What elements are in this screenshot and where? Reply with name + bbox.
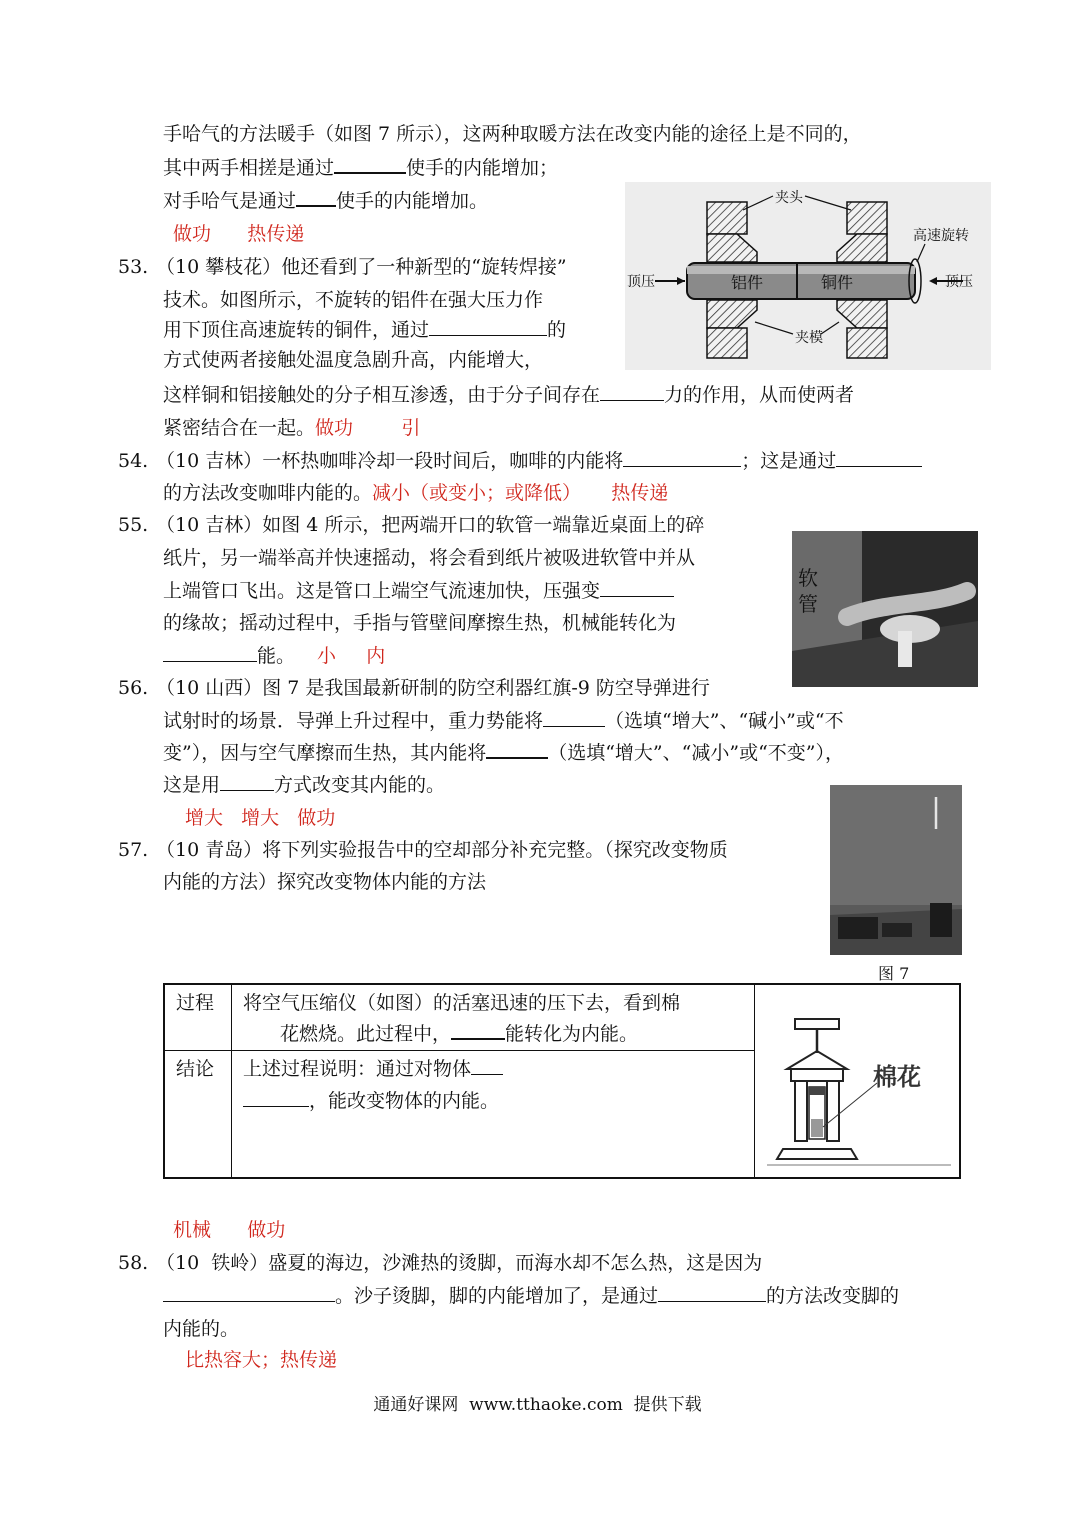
answer-blank[interactable] bbox=[623, 448, 741, 467]
label-high-speed-rotation: 高速旋转 bbox=[913, 228, 969, 244]
process-text-2a: 花燃烧。此过程中， bbox=[280, 1023, 452, 1045]
answer-blank[interactable] bbox=[296, 187, 336, 207]
q54-line-2-text: 的方法改变咖啡内能的。 bbox=[163, 482, 373, 504]
q57-line-2: 内能的方法）探究改变物体内能的方法 bbox=[163, 871, 487, 893]
air-compressor-figure bbox=[765, 991, 955, 1175]
answer-blank[interactable] bbox=[600, 382, 664, 401]
q54-line-2 bbox=[163, 479, 668, 507]
q54-number: 54. bbox=[118, 450, 149, 472]
missile-photo bbox=[830, 785, 962, 955]
q55-line-2: 纸片，另一端举高并快速摇动，将会看到纸片被吸进软管中并从 bbox=[163, 547, 696, 569]
q56-number: 56. bbox=[118, 677, 149, 699]
q53-answer: 做功 引 bbox=[315, 417, 421, 439]
intro-line-3 bbox=[163, 187, 488, 215]
conclusion-text-1a: 上述过程说明：通过对物体 bbox=[243, 1058, 472, 1080]
table-divider bbox=[231, 985, 232, 1177]
q55-line-4: 的缘故；摇动过程中，手指与管壁间摩擦生热，机械能转化为 bbox=[163, 612, 677, 634]
q55-answer: 小 内 bbox=[317, 645, 386, 667]
q54-line-1-text-b: ；这是通过 bbox=[741, 450, 837, 472]
intro-line-3-text-b: 使手的内能增加。 bbox=[336, 190, 489, 212]
figure-7-caption: 图 7 bbox=[878, 964, 910, 983]
answer-blank[interactable] bbox=[451, 1020, 505, 1040]
q53-line-5-text: 这样铜和铝接触处的分子相互渗透，由于分子间存在 bbox=[163, 384, 601, 406]
rotary-welding-figure bbox=[625, 182, 991, 370]
process-text-1: 将空气压缩仪（如图）的活塞迅速的压下去，看到棉 bbox=[243, 992, 681, 1014]
answer-blank[interactable] bbox=[658, 1283, 766, 1302]
q56-line-3-text: 变”），因与空气摩擦而生热，其内能将 bbox=[163, 742, 487, 764]
q56-line-2-text: 试射时的场景．导弹上升过程中，重力势能将 bbox=[163, 710, 544, 732]
hose-photo bbox=[792, 531, 978, 687]
intro-line-3-text: 对手哈气是通过 bbox=[163, 190, 297, 212]
label-copper: 铜件 bbox=[821, 273, 854, 292]
q53-line-4: 方式使两者接触处温度急剧升高，内能增大， bbox=[163, 349, 544, 371]
answer-blank[interactable] bbox=[163, 643, 257, 662]
q56-line-4 bbox=[163, 771, 445, 799]
q55-number: 55. bbox=[118, 514, 149, 536]
q53-line-1: （10 攀枝花）他还看到了一种新型的“旋转焊接” bbox=[156, 256, 567, 278]
label-aluminum: 铝件 bbox=[731, 273, 764, 292]
table-divider bbox=[754, 985, 755, 1177]
label-clamp-head: 夹头 bbox=[775, 190, 803, 206]
conclusion-text-2 bbox=[243, 1085, 499, 1117]
label-press-right: 顶压 bbox=[945, 274, 973, 290]
answer-blank[interactable] bbox=[471, 1056, 503, 1075]
label-clamp-die: 夹模 bbox=[795, 330, 823, 346]
q58-line-2-text-b: 的方法改变脚的 bbox=[766, 1285, 900, 1307]
q54-line-1-text: （10 吉林）一杯热咖啡冷却一段时间后，咖啡的内能将 bbox=[156, 450, 624, 472]
q53-line-6-text: 紧密结合在一起。 bbox=[163, 417, 316, 439]
q56-line-3 bbox=[163, 739, 844, 767]
q58-line-3: 内能的。 bbox=[163, 1318, 240, 1340]
q55-line-5 bbox=[163, 642, 385, 670]
answer-blank[interactable] bbox=[334, 154, 406, 174]
intro-answer: 做功 热传递 bbox=[173, 223, 305, 245]
experiment-report-table bbox=[163, 983, 961, 1179]
q53-line-3-text-b: 的 bbox=[547, 319, 567, 341]
q53-line-5 bbox=[163, 381, 854, 409]
intro-line-2 bbox=[163, 154, 558, 182]
q58-answer: 比热容大；热传递 bbox=[185, 1349, 338, 1371]
page-footer: 通通好课网 www.tthaoke.com 提供下载 bbox=[373, 1395, 702, 1415]
process-text-2b: 能转化为内能。 bbox=[505, 1023, 639, 1045]
q56-line-2 bbox=[163, 707, 844, 735]
conclusion-text-1 bbox=[243, 1053, 503, 1085]
q55-line-3-text: 上端管口飞出。这是管口上端空气流速加快，压强变 bbox=[163, 580, 601, 602]
q53-line-3 bbox=[163, 316, 566, 344]
q53-line-5-text-b: 力的作用，从而使两者 bbox=[664, 384, 855, 406]
q58-line-2 bbox=[163, 1282, 899, 1310]
q53-number: 53. bbox=[118, 256, 149, 278]
q58-line-1: （10 铁岭）盛夏的海边，沙滩热的烫脚，而海水却不怎么热，这是因为 bbox=[156, 1252, 763, 1274]
q56-line-2-text-b: （选填“增大”、“碱小”或“不 bbox=[605, 710, 844, 732]
intro-line-1: 手哈气的方法暖手（如图 7 所示），这两种取暖方法在改变内能的途径上是不同的， bbox=[163, 123, 862, 145]
q53-line-2: 技术。如图所示，不旋转的铝件在强大压力作 bbox=[163, 289, 544, 311]
cotton-label: 棉花 bbox=[873, 1062, 921, 1091]
photo-label-2: 管 bbox=[798, 592, 818, 616]
label-press-left: 顶压 bbox=[627, 274, 655, 290]
q53-line-3-text: 用下顶住高速旋转的铜件，通过 bbox=[163, 319, 430, 341]
q58-line-2-text: 。沙子烫脚，脚的内能增加了，是通过 bbox=[335, 1285, 659, 1307]
q56-answer: 增大 增大 做功 bbox=[185, 807, 336, 829]
process-label: 过程 bbox=[176, 992, 215, 1014]
answer-blank[interactable] bbox=[600, 578, 674, 597]
table-divider bbox=[165, 1050, 754, 1051]
q56-line-4-text-b: 方式改变其内能的。 bbox=[274, 774, 446, 796]
answer-blank[interactable] bbox=[163, 1283, 335, 1302]
q53-line-6 bbox=[163, 414, 420, 442]
conclusion-label: 结论 bbox=[176, 1058, 215, 1080]
q56-line-1: （10 山西）图 7 是我国最新研制的防空利器红旗-9 防空导弹进行 bbox=[156, 677, 710, 699]
q56-line-4-text: 这是用 bbox=[163, 774, 221, 796]
process-text-2 bbox=[280, 1018, 638, 1050]
intro-line-2-text: 其中两手相搓是通过 bbox=[163, 157, 335, 179]
answer-blank[interactable] bbox=[220, 772, 274, 791]
answer-blank[interactable] bbox=[486, 739, 548, 759]
conclusion-text-2a: ，能改变物体的内能。 bbox=[309, 1090, 500, 1112]
answer-blank[interactable] bbox=[836, 448, 922, 467]
answer-blank[interactable] bbox=[543, 708, 605, 727]
q55-line-3 bbox=[163, 577, 674, 605]
q57-answer: 机械 做功 bbox=[173, 1219, 286, 1241]
q56-line-3-text-b: （选填“增大”、“减小”或“不变”）， bbox=[548, 742, 844, 764]
answer-blank[interactable] bbox=[429, 317, 547, 336]
q54-line-1 bbox=[156, 447, 922, 475]
q57-line-1: （10 青岛）将下列实验报告中的空却部分补充完整。（探究改变物质 bbox=[156, 839, 728, 861]
q54-answer: 减小（或变小；或降低） 热传递 bbox=[372, 482, 669, 504]
q58-number: 58. bbox=[118, 1252, 149, 1274]
q55-line-1: （10 吉林）如图 4 所示，把两端开口的软管一端靠近桌面上的碎 bbox=[156, 514, 705, 536]
answer-blank[interactable] bbox=[243, 1088, 309, 1107]
intro-line-2-text-b: 使手的内能增加； bbox=[406, 157, 559, 179]
photo-label-1: 软 bbox=[798, 566, 818, 590]
q55-line-5-text: 能。 bbox=[257, 645, 296, 667]
q57-number: 57. bbox=[118, 839, 149, 861]
